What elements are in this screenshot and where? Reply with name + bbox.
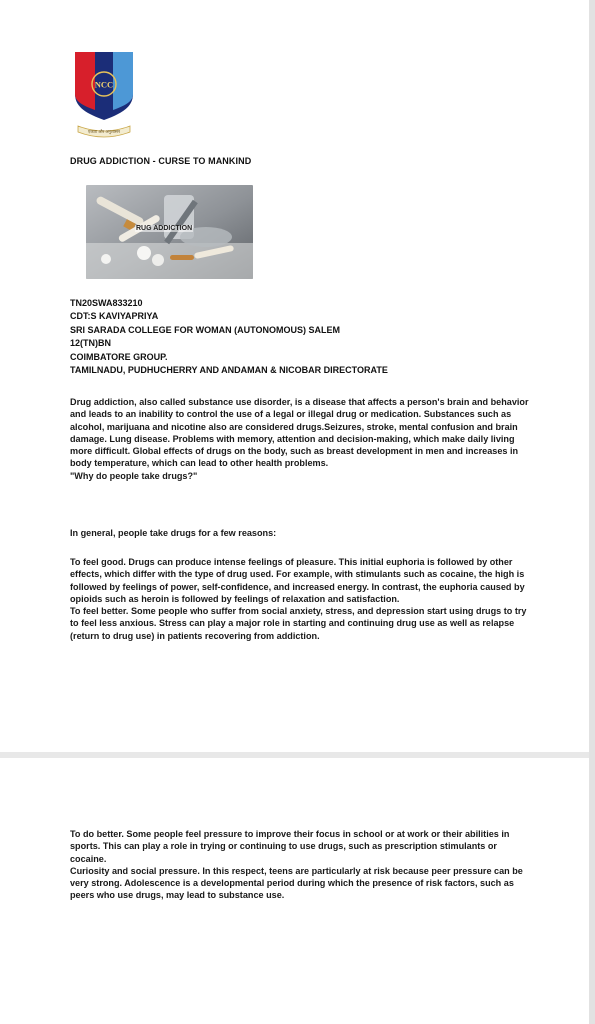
paragraph: To feel better. Some people who suffer from social anxiety, stress, and depression start using drugs to try to feel less anxious. Stress can play a major role in starting and continuing drug use as well as relapse (return to drug use) in patients recovering from addiction. [70, 606, 527, 641]
info-line: COIMBATORE GROUP. [70, 351, 168, 362]
cover-caption: RUG ADDICTION [136, 225, 193, 232]
reasons-block [70, 556, 530, 642]
reasons-intro [70, 527, 530, 539]
ncc-logo [72, 50, 136, 140]
info-line: TN20SWA833210 [70, 298, 143, 308]
reasons-continued [70, 828, 530, 902]
cadet-info [70, 297, 388, 377]
viewer-edge [589, 0, 595, 1024]
paragraph: Drug addiction, also called substance use disorder, is a disease that affects a person's brain and behavior and leads to an inability to control the use of a legal or illegal drug or medication. Substances such as alcohol, marijuana and nicotine also are considered drugs.Seizures, stroke, mental confusion and brain damage. Lung disease. Problems with memory, attention and decision-making, which make daily living more difficult. Global effects of drugs on the body, such as breast development in men and increases in body temperature, which can lead to other health problems. [70, 397, 529, 469]
document-title: DRUG ADDICTION - CURSE TO MANKIND [70, 156, 252, 166]
paragraph: "Why do people take drugs?" [70, 470, 198, 481]
info-line: TAMILNADU, PUDHUCHERRY AND ANDAMAN & NICOBAR DIRECTORATE [70, 365, 388, 376]
info-line: CDT:S KAVIYAPRIYA [70, 311, 159, 322]
intro-block [70, 396, 530, 482]
paragraph: In general, people take drugs for a few reasons: [70, 528, 277, 538]
info-line: 12(TN)BN [70, 338, 112, 349]
cover-image [86, 185, 253, 279]
paragraph: To feel good. Drugs can produce intense feelings of pleasure. This initial euphoria is followed by other effects, which differ with the type of drug used. For example, with stimulants such as cocaine, the high is followed by feelings of power, self-confidence, and increased energy. In contrast, the euphoria caused by opioids such as heroin is followed by feelings of relaxation and satisfaction. [70, 557, 525, 604]
paragraph: To do better. Some people feel pressure to improve their focus in school or at work or their abilities in sports. This can play a role in trying or continuing to use drugs, such as prescription stimulants or cocaine. [70, 829, 510, 864]
info-line: SRI SARADA COLLEGE FOR WOMAN (AUTONOMOUS) SALEM [70, 324, 340, 335]
logo-motto: एकता और अनुशासन [88, 129, 120, 134]
logo-text: NCC [94, 79, 114, 90]
paragraph: Curiosity and social pressure. In this respect, teens are particularly at risk because peer pressure can be very strong. Adolescence is a developmental period during which the presence of risk factors, such as peers who use drugs, may lead to substance use. [70, 865, 523, 901]
